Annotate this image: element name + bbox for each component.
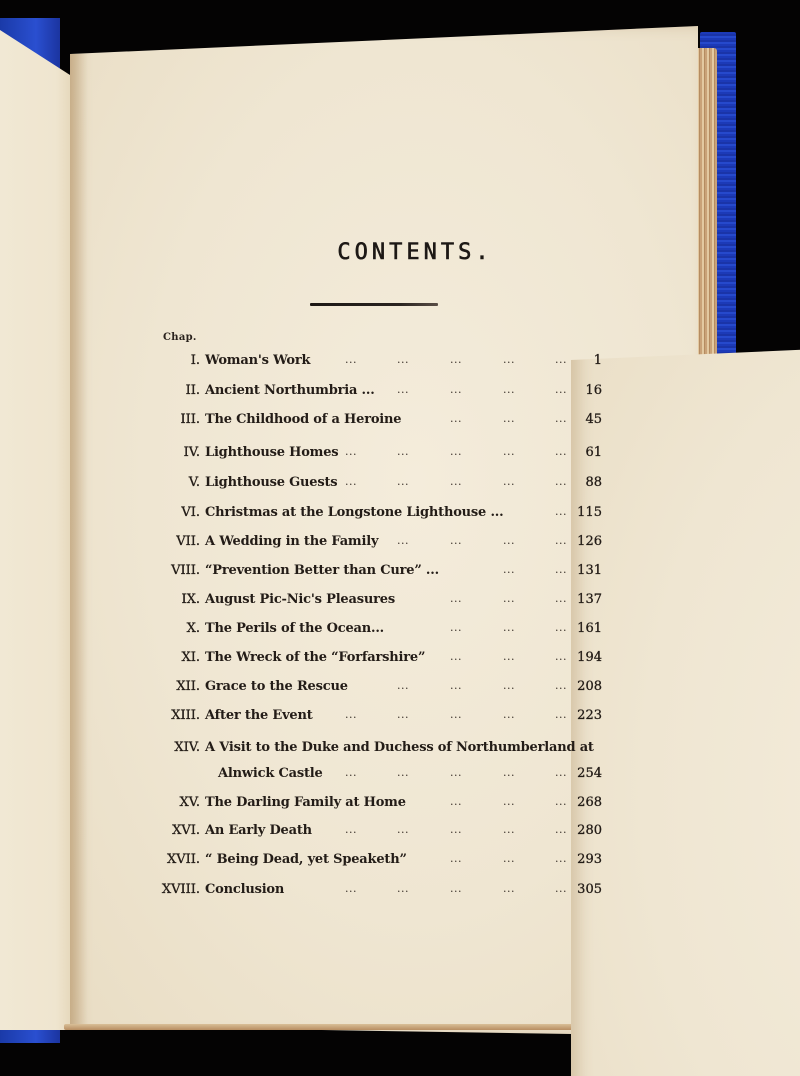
chapter-number: I. [190, 353, 200, 368]
chapter-number: XI. [181, 650, 200, 665]
dot-leader: ... [450, 679, 462, 692]
facing-page-left [0, 30, 70, 1030]
chapter-number: XIII. [171, 708, 200, 723]
dot-leader: ... [555, 766, 567, 779]
dot-leader: ... [503, 795, 515, 808]
chapter-title: August Pic-Nic's Pleasures [205, 592, 395, 607]
chapter-title: A Visit to the Duke and Duchess of Northumberland at [205, 740, 594, 755]
page-number: 16 [585, 383, 602, 398]
dot-leader: ... [345, 475, 357, 488]
chapter-title: After the Event [205, 708, 313, 723]
page-number: 61 [585, 445, 602, 460]
dot-leader: ... [555, 621, 567, 634]
chapter-number: XVII. [166, 852, 200, 867]
chapter-title: Alnwick Castle [218, 766, 323, 781]
dot-leader: ... [450, 795, 462, 808]
dot-leader: ... [555, 592, 567, 605]
dot-leader: ... [450, 766, 462, 779]
page-number: 131 [577, 563, 602, 578]
dot-leader: ... [345, 445, 357, 458]
toc-entry [0, 852, 800, 874]
dot-leader: ... [397, 445, 409, 458]
dot-leader: ... [450, 592, 462, 605]
dot-leader: ... [555, 534, 567, 547]
dot-leader: ... [555, 383, 567, 396]
page-number: 293 [577, 852, 602, 867]
page-number: 194 [577, 650, 602, 665]
dot-leader: ... [345, 353, 357, 366]
toc-entry [0, 563, 800, 585]
dot-leader: ... [555, 650, 567, 663]
chapter-number: XV. [179, 795, 200, 810]
dot-leader: ... [555, 475, 567, 488]
dot-leader: ... [503, 882, 515, 895]
dot-leader: ... [397, 475, 409, 488]
chapter-title: An Early Death [205, 823, 312, 838]
chapter-number: XVI. [172, 823, 200, 838]
toc-entry [0, 505, 800, 527]
dot-leader: ... [503, 563, 515, 576]
toc-entry [0, 740, 800, 762]
toc-entry [0, 621, 800, 643]
chapter-title: The Wreck of the “Forfarshire” [205, 650, 426, 665]
page-number: 1 [593, 353, 602, 368]
dot-leader: ... [555, 882, 567, 895]
page-number: 137 [577, 592, 602, 607]
page-number: 208 [577, 679, 602, 694]
dot-leader: ... [450, 412, 462, 425]
toc-entry [0, 475, 800, 497]
dot-leader: ... [503, 592, 515, 605]
dot-leader: ... [555, 708, 567, 721]
dot-leader: ... [397, 679, 409, 692]
chapter-title: The Childhood of a Heroine [205, 412, 402, 427]
dot-leader: ... [397, 353, 409, 366]
chapter-number: XIV. [174, 740, 200, 755]
page-number: 280 [577, 823, 602, 838]
dot-leader: ... [397, 823, 409, 836]
toc-entry [0, 795, 800, 817]
dot-leader: ... [450, 621, 462, 634]
dot-leader: ... [503, 621, 515, 634]
dot-leader: ... [397, 383, 409, 396]
dot-leader: ... [503, 708, 515, 721]
dot-leader: ... [503, 823, 515, 836]
chapter-number: VIII. [171, 563, 200, 578]
chapter-number: II. [185, 383, 200, 398]
page-column-header [571, 332, 800, 1076]
dot-leader: ... [397, 766, 409, 779]
dot-leader: ... [503, 650, 515, 663]
chapter-title: The Darling Family at Home [205, 795, 406, 810]
chapter-number: XII. [176, 679, 200, 694]
dot-leader: ... [450, 823, 462, 836]
dot-leader: ... [450, 534, 462, 547]
dot-leader: ... [397, 534, 409, 547]
chapter-number: IV. [183, 445, 200, 460]
dot-leader: ... [450, 882, 462, 895]
chapter-number: IX. [181, 592, 200, 607]
dot-leader: ... [450, 383, 462, 396]
dot-leader: ... [555, 852, 567, 865]
chapter-title: Grace to the Rescue [205, 679, 348, 694]
dot-leader: ... [450, 475, 462, 488]
dot-leader: ... [555, 412, 567, 425]
toc-entry [0, 882, 800, 904]
dot-leader: ... [503, 475, 515, 488]
page-number: 254 [577, 766, 602, 781]
page-number: 45 [585, 412, 602, 427]
chapter-column-header: Chap. [163, 332, 197, 343]
dot-leader: ... [503, 445, 515, 458]
dot-leader: ... [397, 708, 409, 721]
chapter-title: Ancient Northumbria ... [205, 383, 375, 398]
dot-leader: ... [555, 505, 567, 518]
dot-leader: ... [450, 445, 462, 458]
dot-leader: ... [555, 563, 567, 576]
dot-leader: ... [555, 679, 567, 692]
dot-leader: ... [555, 823, 567, 836]
chapter-number: VI. [181, 505, 200, 520]
dot-leader: ... [450, 708, 462, 721]
toc-entry [0, 353, 800, 375]
chapter-title: Lighthouse Homes [205, 445, 339, 460]
chapter-title: “Prevention Better than Cure” ... [205, 563, 439, 578]
dot-leader: ... [503, 353, 515, 366]
page-number: 268 [577, 795, 602, 810]
dot-leader: ... [503, 412, 515, 425]
chapter-number: X. [186, 621, 200, 636]
chapter-title: Conclusion [205, 882, 285, 897]
chapter-title: Woman's Work [205, 353, 311, 368]
dot-leader: ... [450, 650, 462, 663]
dot-leader: ... [345, 708, 357, 721]
chapter-number: XVIII. [161, 882, 200, 897]
chapter-number: III. [180, 412, 200, 427]
page-number: 223 [577, 708, 602, 723]
chapter-title: The Perils of the Ocean... [205, 621, 384, 636]
dot-leader: ... [345, 882, 357, 895]
dot-leader: ... [555, 353, 567, 366]
chapter-title: Lighthouse Guests [205, 475, 338, 490]
toc-entry [0, 383, 800, 405]
dot-leader: ... [450, 353, 462, 366]
page-number: 115 [577, 505, 602, 520]
dot-leader: ... [503, 534, 515, 547]
toc-entry [0, 445, 800, 467]
chapter-title: Christmas at the Longstone Lighthouse ... [205, 505, 504, 520]
toc-entry [0, 650, 800, 672]
toc-entry [0, 708, 800, 730]
chapter-number: V. [188, 475, 200, 490]
dot-leader: ... [450, 852, 462, 865]
chapter-number: VII. [176, 534, 200, 549]
dot-leader: ... [503, 852, 515, 865]
toc-entry [0, 592, 800, 614]
page-number: 161 [577, 621, 602, 636]
toc-entry [0, 766, 800, 788]
dot-leader: ... [345, 823, 357, 836]
page-title: CONTENTS. [337, 240, 493, 265]
page-number: 305 [577, 882, 602, 897]
toc-entry [0, 412, 800, 434]
title-rule-divider [310, 303, 438, 306]
chapter-title: A Wedding in the Family [205, 534, 379, 549]
dot-leader: ... [503, 766, 515, 779]
dot-leader: ... [345, 766, 357, 779]
dot-leader: ... [555, 445, 567, 458]
dot-leader: ... [503, 383, 515, 396]
page-number: 126 [577, 534, 602, 549]
dot-leader: ... [503, 679, 515, 692]
dot-leader: ... [555, 795, 567, 808]
toc-entry [0, 679, 800, 701]
page-number: 88 [585, 475, 602, 490]
toc-entry [0, 534, 800, 556]
dot-leader: ... [397, 882, 409, 895]
chapter-title: “ Being Dead, yet Speaketh” [205, 852, 407, 867]
toc-entry [0, 823, 800, 845]
